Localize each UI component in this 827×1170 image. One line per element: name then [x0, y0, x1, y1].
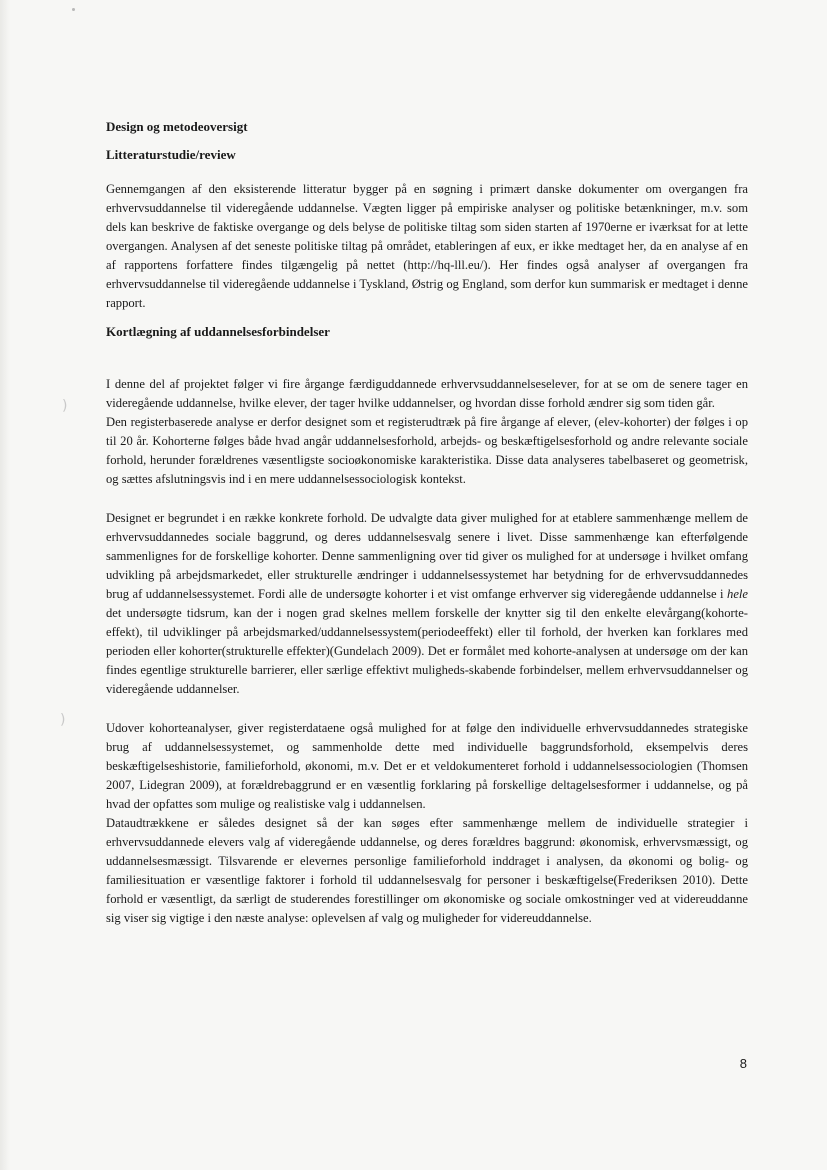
paragraph-design-text: Designet er begrundet i en række konkrete forhold. De udvalgte data giver mulighed for at etablere sammenhænge mellem de erhvervsuddannedes sociale baggrund, og deres uddannelsesvalg senere i livet. Disse sammenhænge kan efterfølgende sammenlignes for de forskellige kohorter. Denne sammenligning over tid giver os mulighed for at undersøge i hvilket omfang udvikling på arbejdsmarkedet, eller strukturelle ændringer i uddannelsessystemet har betydning for de erhvervsuddannedes brug af uddannelsessystemet. Fordi alle de undersøgte kohorter i et vist omfange erhverver sig videregående uddannelse i [106, 511, 748, 601]
margin-mark: ) [60, 712, 66, 728]
scan-dot [72, 8, 75, 11]
page-number: 8 [739, 1056, 747, 1071]
section-heading-litteratur: Litteraturstudie/review [106, 147, 236, 162]
page-content [106, 118, 748, 928]
emphasis-hele: hele [727, 587, 748, 601]
paragraph-litteratur: Gennemgangen af den eksisterende litteratur bygger på en søgning i primært danske dokumenter om overgangen fra erhvervsuddannelse til videregående uddannelse. Vægten ligger på empiriske analyser og politiske betænkninger, m.v. som dels kan beskrive de faktiske overgange og dels belyse de politiske tiltag som siden starten af 1970erne er iværksat for at lette overgangen. Analysen af det seneste politiske tiltag på området, etableringen af eux, er ikke medtaget her, da en analyse af en af rapportens forfattere findes tilgængelig på nettet (http://hq-lll.eu/). Her findes også analyser af overgangen fra erhvervsuddannelse til videregående uddannelse i Tyskland, Østrig og England, som derfor kun summarisk er medtaget i denne rapport. [106, 182, 748, 310]
scan-edge [0, 0, 10, 1170]
paragraph-intro: I denne del af projektet følger vi fire årgange færdiguddannede erhvervsuddannelseselever, for at se om de senere tager en videregående uddannelse, hvilke elever, der tager hvilke uddannelser, og hvordan disse forhold ændrer sig som tiden går. [106, 377, 748, 410]
section-heading-design: Design og metodeoversigt [106, 119, 248, 134]
paragraph-register: Den registerbaserede analyse er derfor designet som et registerudtræk på fire årgange af elever, (elev-kohorter) der følges i op til 20 år. Kohorterne følges både hvad angår uddannelsesforhold, arbejds- og beskæftigelsesforhold og andre relevante sociale forhold, herunder forældrenes væsentligste socioøkonomiske karakteristika. Disse data analyseres tabelbaseret og geometrisk, og sættes afslutningsvis ind i en mere uddannelsessociologisk kontekst. [106, 415, 748, 486]
margin-mark: ) [62, 398, 68, 414]
paragraph-dataudtraek: Dataudtrækkene er således designet så der kan søges efter sammenhænge mellem de individuelle strategier i erhvervsuddannede elevers valg af videregående uddannelse, og deres forældres baggrund: økonomisk, erhvervsmæssigt, og uddannelsesmæssigt. Tilsvarende er elevernes personlige familieforhold inddraget i analysen, da økonomi og bolig- og familiesituation er væsentlige faktorer i forhold til uddannelsesvalg for personer i beskæftigelse(Frederiksen 2010). Dette forhold er væsentligt, da særligt de studerendes forestillinger om økonomiske og sociale omkostninger ved at videreuddanne sig viser sig vigtige i den næste analyse: oplevelsen af valg og muligheder for videreuddannelse. [106, 816, 748, 925]
section-heading-kortlaegning: Kortlægning af uddannelsesforbindelser [106, 324, 330, 339]
paragraph-design-text-cont: det undersøgte tidsrum, kan der i nogen grad skelnes mellem forskelle der knytter sig til den enkelte elevårgang(kohorte-effekt), til udviklinger på arbejdsmarked/uddannelsessystem(periodeeffekt) eller til forhold, der hverken kan forklares med perioden eller kohorter(strukturelle effekter)(Gundelach 2009). Det er formålet med kohorte-analysen at undersøge om der kan findes egentlige strukturelle barrierer, eller særlige effektivt muligheds-skabende forbindelser, mellem erhvervsuddannelser og videregående uddannelser. [106, 606, 748, 696]
paragraph-design [106, 509, 748, 699]
paragraph-kohorte: Udover kohorteanalyser, giver registerdataene også mulighed for at følge den individuelle erhvervsuddannedes strategiske brug af uddannelsessystemet, og sammenholde dette med individuelle baggrundsforhold, eksempelvis deres beskæftigelseshistorie, familieforhold, økonomi, m.v. Det er et veldokumenteret forhold i uddannelsessociologien (Thomsen 2007, Lidegran 2009), at forældrebaggrund er en væsentlig forklaring på forskellige deltagelsesformer i uddannelse, og på hvad der opfattes som mulige og realistiske valg i uddannelsen. [106, 721, 748, 811]
